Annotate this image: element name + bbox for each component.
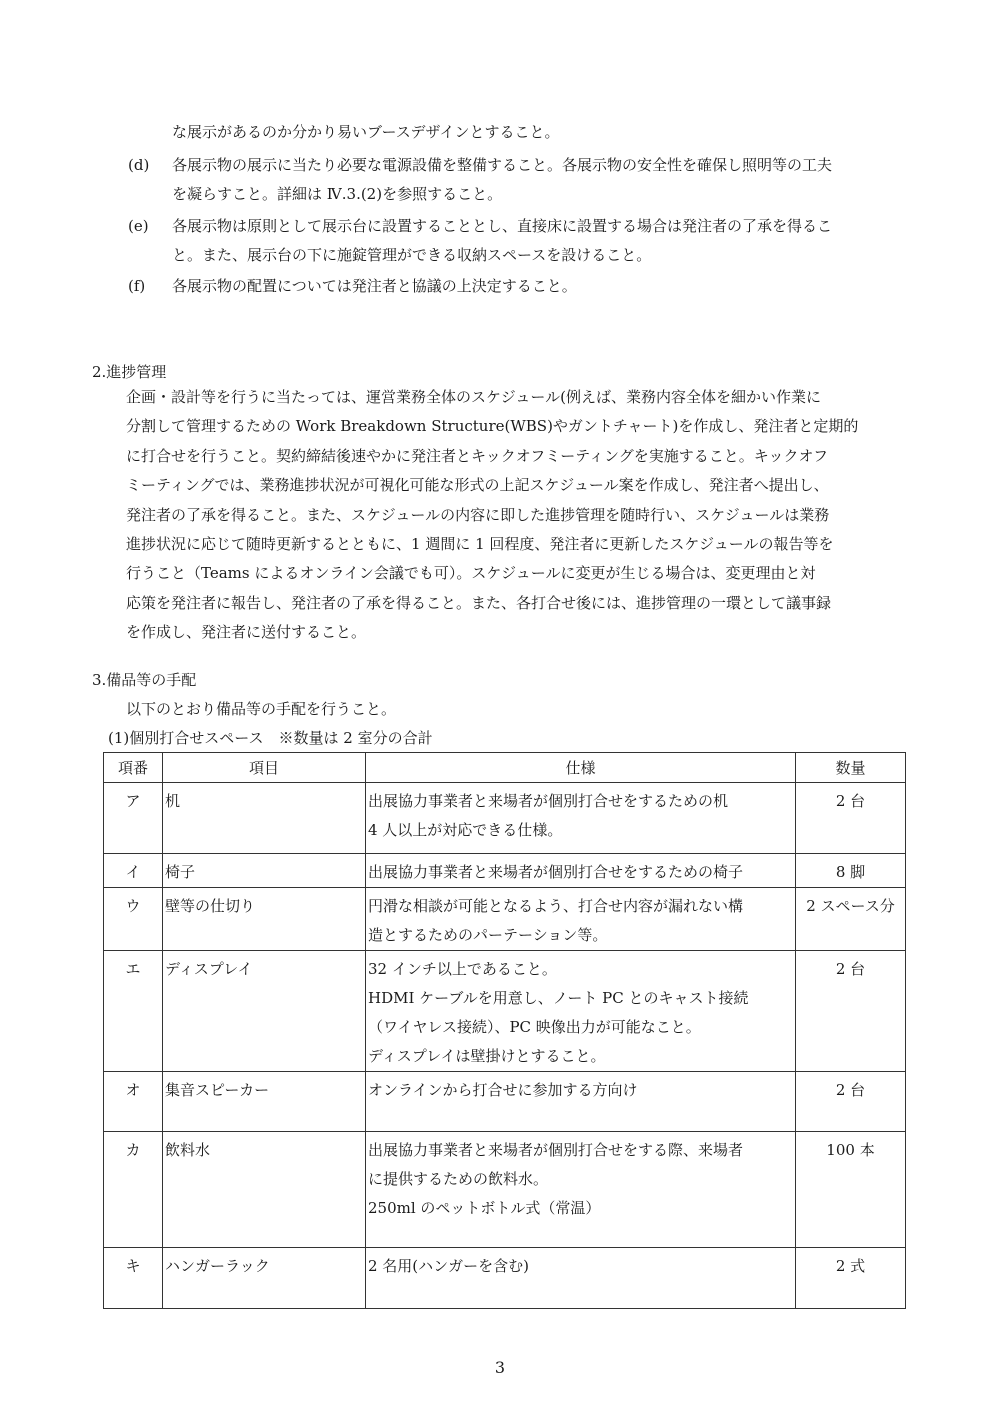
- spec-line: 円滑な相談が可能となるよう、打合せ内容が漏れない構: [368, 897, 744, 915]
- spec-line: HDMI ケーブルを用意し、ノート PC とのキャスト接続: [368, 989, 749, 1007]
- row-no: ウ: [104, 888, 163, 951]
- section-2-line: 応策を発注者に報告し、発注者の了承を得ること。また、各打合せ後には、進捗管理の一環として議事録: [126, 593, 832, 612]
- row-qty: 100 本: [796, 1132, 906, 1248]
- row-item: 机: [163, 783, 366, 854]
- table-header-row: [104, 753, 906, 783]
- spec-line: オンラインから打合せに参加する方向け: [368, 1081, 638, 1099]
- item-e-line-1: 各展示物は原則として展示台に設置することとし、直接床に設置する場合は発注者の了承を得るこ: [172, 217, 833, 235]
- row-item: 壁等の仕切り: [163, 888, 366, 951]
- item-e-line-2: と。また、展示台の下に施錠管理ができる収納スペースを設けること。: [172, 246, 652, 264]
- section-2-line: 発注者の了承を得ること。また、スケジュールの内容に即した進捗管理を随時行い、スケジュールは業務: [126, 505, 830, 524]
- row-spec: [366, 854, 796, 888]
- row-no: キ: [104, 1248, 163, 1309]
- section-2-line: ミーティングでは、業務進捗状況が可視化可能な形式の上記スケジュール案を作成し、発注者へ提出し、: [126, 476, 829, 495]
- section-2-line: を作成し、発注者に送付すること。: [126, 623, 367, 642]
- section-3-intro: 以下のとおり備品等の手配を行うこと。: [126, 700, 397, 718]
- section-2-body: [126, 383, 926, 648]
- equipment-table: [103, 752, 906, 1309]
- row-qty: 2 台: [796, 783, 906, 854]
- row-spec: [366, 1072, 796, 1132]
- item-f-marker: (f): [128, 277, 146, 295]
- spec-line: 250ml のペットボトル式（常温）: [368, 1199, 601, 1217]
- table-row: [104, 854, 906, 888]
- header-no: 項番: [104, 753, 163, 783]
- row-item: 飲料水: [163, 1132, 366, 1248]
- row-spec: [366, 1248, 796, 1309]
- spec-line: 2 名用(ハンガーを含む): [368, 1257, 530, 1275]
- spec-line: ディスプレイは壁掛けとすること。: [368, 1047, 606, 1065]
- row-item: 椅子: [163, 854, 366, 888]
- table-row: [104, 951, 906, 1072]
- section-3-subheading: (1)個別打合せスペース ※数量は 2 室分の合計: [108, 729, 433, 747]
- row-qty: 2 スペース分: [796, 888, 906, 951]
- spec-line: （ワイヤレス接続）、PC 映像出力が可能なこと。: [368, 1018, 701, 1036]
- row-item: ハンガーラック: [163, 1248, 366, 1309]
- carry-over-line: な展示があるのか分かり易いブースデザインとすること。: [172, 123, 560, 141]
- spec-line: 出展協力事業者と来場者が個別打合せをする際、来場者: [368, 1141, 744, 1159]
- section-2-line: 分割して管理するための Work Breakdown Structure(WBS)やガントチャート)を作成し、発注者と定期的: [126, 417, 859, 436]
- row-qty: 2 式: [796, 1248, 906, 1309]
- row-qty: 2 台: [796, 1072, 906, 1132]
- spec-line: に提供するための飲料水。: [368, 1170, 549, 1188]
- row-spec: [366, 1132, 796, 1248]
- row-no: オ: [104, 1072, 163, 1132]
- spec-line: 出展協力事業者と来場者が個別打合せをするための椅子: [368, 863, 744, 881]
- header-item: 項目: [163, 753, 366, 783]
- table-row: [104, 1072, 906, 1132]
- row-no: エ: [104, 951, 163, 1072]
- spec-line: 32 インチ以上であること。: [368, 960, 557, 978]
- spec-line: 4 人以上が対応できる仕様。: [368, 821, 563, 839]
- row-no: カ: [104, 1132, 163, 1248]
- row-no: イ: [104, 854, 163, 888]
- table-row: [104, 1248, 906, 1309]
- row-no: ア: [104, 783, 163, 854]
- page-number: 3: [494, 1358, 506, 1377]
- row-spec: [366, 783, 796, 854]
- row-qty: 8 脚: [796, 854, 906, 888]
- section-2-heading: 2.進捗管理: [92, 363, 167, 381]
- table-row: [104, 888, 906, 951]
- table-row: [104, 783, 906, 854]
- section-2-line: 行うこと（Teams によるオンライン会議でも可）。スケジュールに変更が生じる場合は、変更理由と対: [126, 564, 816, 583]
- spec-line: 造とするためのパーテーション等。: [368, 926, 608, 944]
- item-e-marker: (e): [128, 217, 149, 235]
- section-2-line: 進捗状況に応じて随時更新するとともに、1 週間に 1 回程度、発注者に更新したスケジュールの報告等を: [126, 535, 834, 554]
- item-d-marker: (d): [128, 156, 150, 174]
- row-spec: [366, 888, 796, 951]
- spec-line: 出展協力事業者と来場者が個別打合せをするための机: [368, 792, 729, 810]
- table-row: [104, 1132, 906, 1248]
- header-qty: 数量: [796, 753, 906, 783]
- section-3-heading: 3.備品等の手配: [92, 671, 197, 689]
- section-2-line: に打合せを行うこと。契約締結後速やかに発注者とキックオフミーティングを実施すること。キックオフ: [126, 446, 829, 465]
- row-item: ディスプレイ: [163, 951, 366, 1072]
- header-spec: 仕様: [366, 753, 796, 783]
- item-d-line-1: 各展示物の展示に当たり必要な電源設備を整備すること。各展示物の安全性を確保し照明等の工夫: [172, 156, 833, 174]
- row-qty: 2 台: [796, 951, 906, 1072]
- item-f-line-1: 各展示物の配置については発注者と協議の上決定すること。: [172, 277, 577, 295]
- section-2-line: 企画・設計等を行うに当たっては、運営業務全体のスケジュール(例えば、業務内容全体を細かい作業に: [126, 388, 821, 406]
- row-spec: [366, 951, 796, 1072]
- item-d-line-2: を凝らすこと。詳細は Ⅳ.3.(2)を参照すること。: [172, 185, 503, 203]
- row-item: 集音スピーカー: [163, 1072, 366, 1132]
